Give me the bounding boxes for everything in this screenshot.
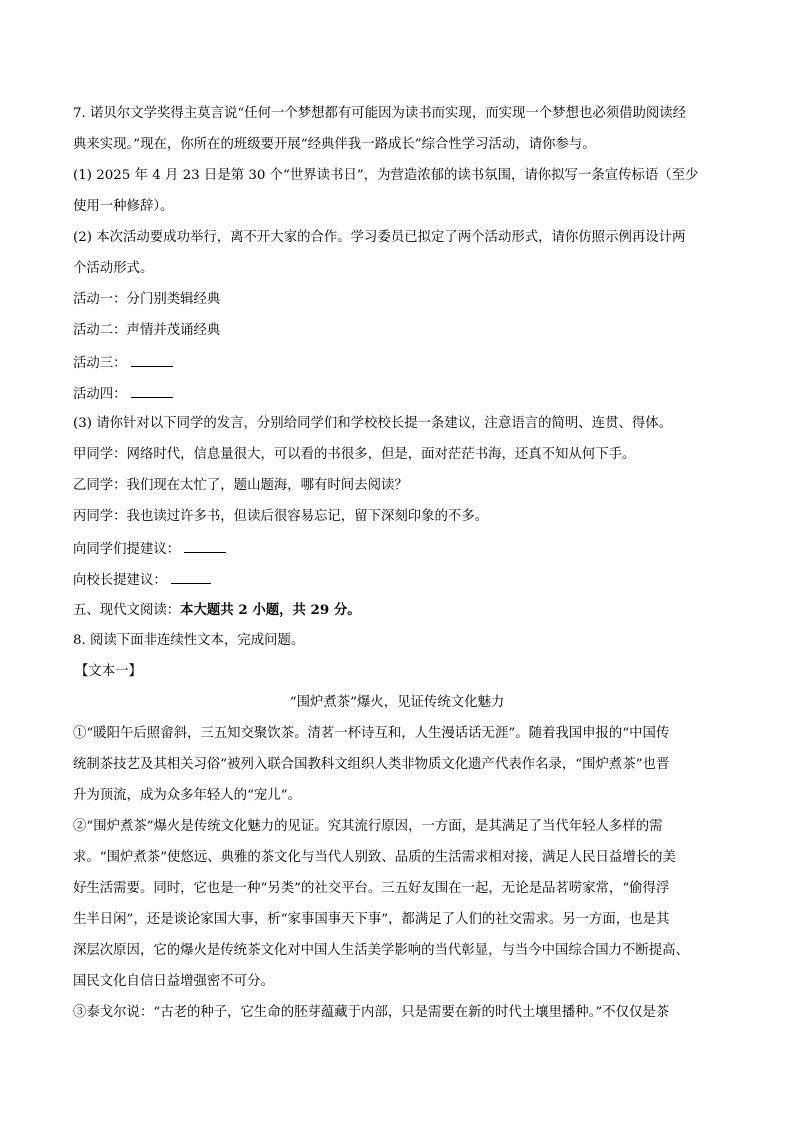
section-5-heading-bold: 本大题共 2 小题，共 29 分。 — [180, 602, 361, 618]
answer-blank — [131, 383, 173, 398]
activity-3-label: 活动三： — [73, 356, 127, 371]
activity-4-label: 活动四： — [73, 387, 127, 402]
q8-prompt: 8. 阅读下面非连续性文本，完成问题。 — [73, 633, 305, 648]
student-c-statement: 丙同学：我也读过许多书，但读后很容易忘记，留下深刻印象的不多。 — [73, 509, 489, 524]
answer-blank — [131, 352, 173, 367]
paragraph-2-line-1: ②“围炉煮茶”爆火是传统文化魅力的见证。究其流行原因，一方面，是其满足了当代年轻人多样的需 — [73, 819, 663, 834]
activity-3 — [73, 352, 173, 374]
q7-sub2-line-1: (2) 本次活动要成功举行，离不开大家的合作。学习委员已拟定了两个活动形式，请你仿照示例再设计两 — [73, 230, 686, 245]
q7-line-2: 典来实现。”现在，你所在的班级要开展“经典伴我一路成长”综合性学习活动，请你参与。 — [73, 137, 596, 152]
q7-sub2-line-2: 个活动形式。 — [73, 261, 154, 276]
student-b-statement: 乙同学：我们现在太忙了，题山题海，哪有时间去阅读？ — [73, 478, 408, 493]
paragraph-2-line-3: 好生活需要。同时，它也是一种“另类”的社交平台。三五好友围在一起，无论是品茗唠家常，“偷得浮 — [73, 881, 670, 896]
q7-line-1: 7. 诺贝尔文学奖得主莫言说“任何一个梦想都有可能因为读书而实现，而实现一个梦想也必须借助阅读经 — [73, 106, 687, 121]
q7-sub1-line-1: (1) 2025 年 4 月 23 日是第 30 个“世界读书日”，为营造浓郁的读书氛围，请你拟写一条宣传标语（至少 — [73, 168, 699, 183]
answer-blank — [184, 538, 226, 553]
paragraph-1-line-1: ①“暖阳午后照畲斜，三五知交聚饮茶。清茗一杯诗互和，人生漫话话无涯”。随着我国申报的“中国传 — [73, 726, 670, 741]
paragraph-1-line-2: 统制茶技艺及其相关习俗”被列入联合国教科文组织人类非物质文化遗产代表作名录，“围炉煮茶”也晋 — [73, 757, 670, 772]
paragraph-2-line-6: 国民文化自信日益增强密不可分。 — [73, 974, 274, 989]
section-5-heading — [73, 600, 361, 621]
paragraph-1-line-3: 升为顶流，成为众多年轻人的“宠儿”。 — [73, 788, 301, 803]
article-title: “围炉煮茶”爆火，见证传统文化魅力 — [289, 695, 505, 710]
activity-1: 活动一：分门别类辑经典 — [73, 292, 221, 307]
paragraph-2-line-2: 求。“围炉煮茶”使悠远、典雅的茶文化与当代人别致、品质的生活需求相对接，满足人民日益增长的美 — [73, 850, 676, 865]
advice-to-principal — [73, 569, 211, 591]
student-a-statement: 甲同学：网络时代，信息量很大，可以看的书很多，但是，面对茫茫书海，还真不知从何下手。 — [73, 447, 636, 462]
paragraph-3-line-1: ③泰戈尔说：“古老的种子，它生命的胚芽蕴藏于内部，只是需要在新的时代土壤里播种。”不仅仅是茶 — [73, 1005, 670, 1020]
advice-to-students-label: 向同学们提建议： — [73, 542, 181, 557]
q7-sub1-line-2: 使用一种修辞）。 — [73, 199, 174, 214]
advice-to-principal-label: 向校长提建议： — [73, 573, 167, 588]
text-one-label: 【文本一】 — [75, 664, 142, 679]
activity-4 — [73, 383, 173, 405]
advice-to-students — [73, 538, 226, 560]
section-5-heading-plain: 五、现代文阅读： — [73, 603, 181, 618]
paragraph-2-line-4: 生半日闲”，还是谈论家国大事，析“家事国事天下事”，都满足了人们的社交需求。另一方面，也是其 — [73, 912, 670, 927]
answer-blank — [171, 569, 211, 584]
q7-sub3: (3) 请你针对以下同学的发言，分别给同学们和学校校长提一条建议，注意语言的简明、连贯、得体。 — [73, 416, 673, 431]
activity-2: 活动二：声情并茂诵经典 — [73, 323, 221, 338]
paragraph-2-line-5: 深层次原因，它的爆火是传统茶文化对中国人生活美学影响的当代彰显，与当今中国综合国力不断提高、 — [73, 943, 689, 958]
